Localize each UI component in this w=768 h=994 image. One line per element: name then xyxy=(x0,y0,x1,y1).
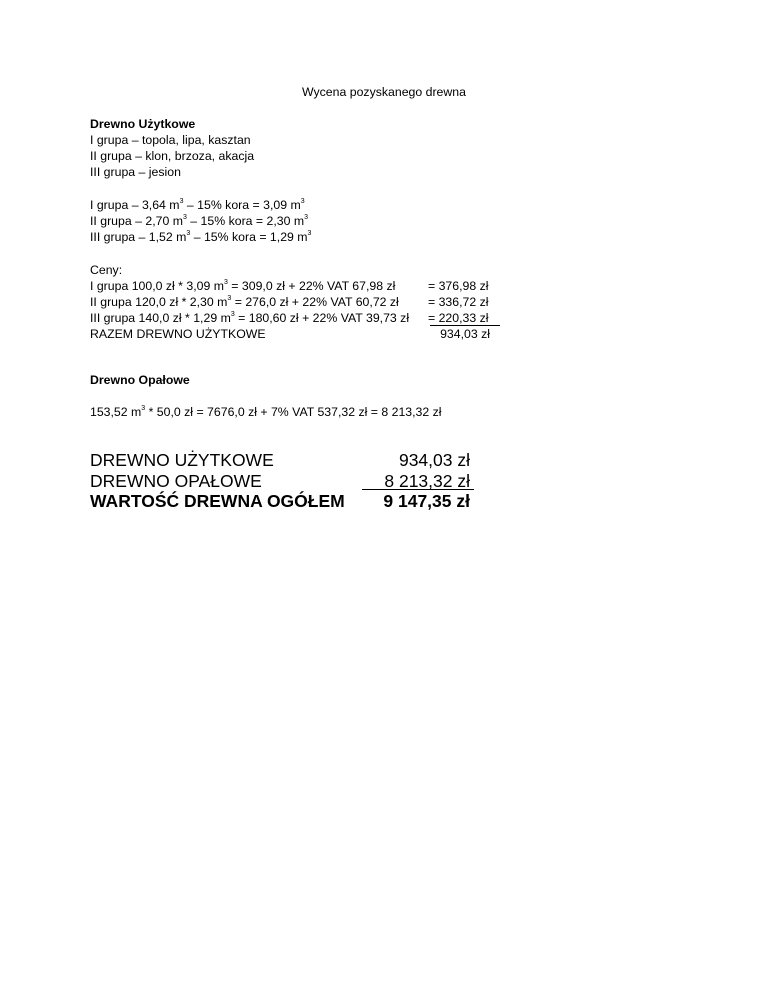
exponent: 3 xyxy=(186,229,191,237)
calc-text: * 50,0 zł = 7676,0 zł + 7% VAT 537,32 zł = 8 213,32 zł xyxy=(145,405,442,419)
volume-line xyxy=(90,197,305,213)
summary-value-opalowe: 8 213,32 zł xyxy=(384,471,470,491)
calc-text: 153,52 m xyxy=(90,405,142,419)
summary-label-total: WARTOŚĆ DREWNA OGÓŁEM xyxy=(90,491,345,511)
volume-text: – 15% kora = 2,30 m xyxy=(186,214,305,228)
summary-label-opalowe: DREWNO OPAŁOWE xyxy=(90,471,262,491)
sum-value: 934,03 zł xyxy=(440,327,490,341)
volume-line xyxy=(90,213,308,229)
price-total: = 220,33 zł xyxy=(428,311,489,325)
group-line: III grupa – jesion xyxy=(90,165,181,179)
sum-label: RAZEM DREWNO UŻYTKOWE xyxy=(90,327,266,341)
volume-text: – 15% kora = 3,09 m xyxy=(183,198,301,212)
price-text: II grupa 120,0 zł * 2,30 m xyxy=(90,295,228,309)
price-text: = 276,0 zł + 22% VAT 60,72 zł xyxy=(231,295,399,309)
price-line xyxy=(90,294,399,310)
exponent: 3 xyxy=(230,310,235,318)
section-heading-uzytkowe: Drewno Użytkowe xyxy=(90,117,196,131)
price-total: = 376,98 zł xyxy=(428,279,489,293)
price-text: III grupa 140,0 zł * 1,29 m xyxy=(90,311,231,325)
group-line: II grupa – klon, brzoza, akacja xyxy=(90,149,255,163)
section-heading-opalowe: Drewno Opałowe xyxy=(90,373,190,387)
opalowe-calculation xyxy=(90,404,442,420)
volume-text: – 15% kora = 1,29 m xyxy=(190,230,308,244)
exponent: 3 xyxy=(182,213,187,221)
exponent: 3 xyxy=(227,294,232,302)
price-line xyxy=(90,278,395,294)
exponent: 3 xyxy=(223,278,228,286)
summary-value-uzytkowe: 934,03 zł xyxy=(398,450,470,470)
page-title: Wycena pozyskanego drewna xyxy=(302,85,466,99)
exponent: 3 xyxy=(304,213,309,221)
volume-line xyxy=(90,229,311,245)
price-line xyxy=(90,310,409,326)
price-text: = 309,0 zł + 22% VAT 67,98 zł xyxy=(227,279,396,293)
volume-text: II grupa – 2,70 m xyxy=(90,214,183,228)
summary-label-uzytkowe: DREWNO UŻYTKOWE xyxy=(90,450,274,470)
price-text: I grupa 100,0 zł * 3,09 m xyxy=(90,279,224,293)
exponent: 3 xyxy=(300,197,305,205)
prices-label: Ceny: xyxy=(90,263,123,277)
volume-text: I grupa – 3,64 m xyxy=(90,198,180,212)
exponent: 3 xyxy=(179,197,184,205)
exponent: 3 xyxy=(307,229,312,237)
group-line: I grupa – topola, lipa, kasztan xyxy=(90,133,251,147)
price-text: = 180,60 zł + 22% VAT 39,73 zł xyxy=(234,311,410,325)
summary-value-total: 9 147,35 zł xyxy=(383,491,470,511)
exponent: 3 xyxy=(141,404,146,412)
price-total: = 336,72 zł xyxy=(428,295,489,309)
volume-text: III grupa – 1,52 m xyxy=(90,230,187,244)
